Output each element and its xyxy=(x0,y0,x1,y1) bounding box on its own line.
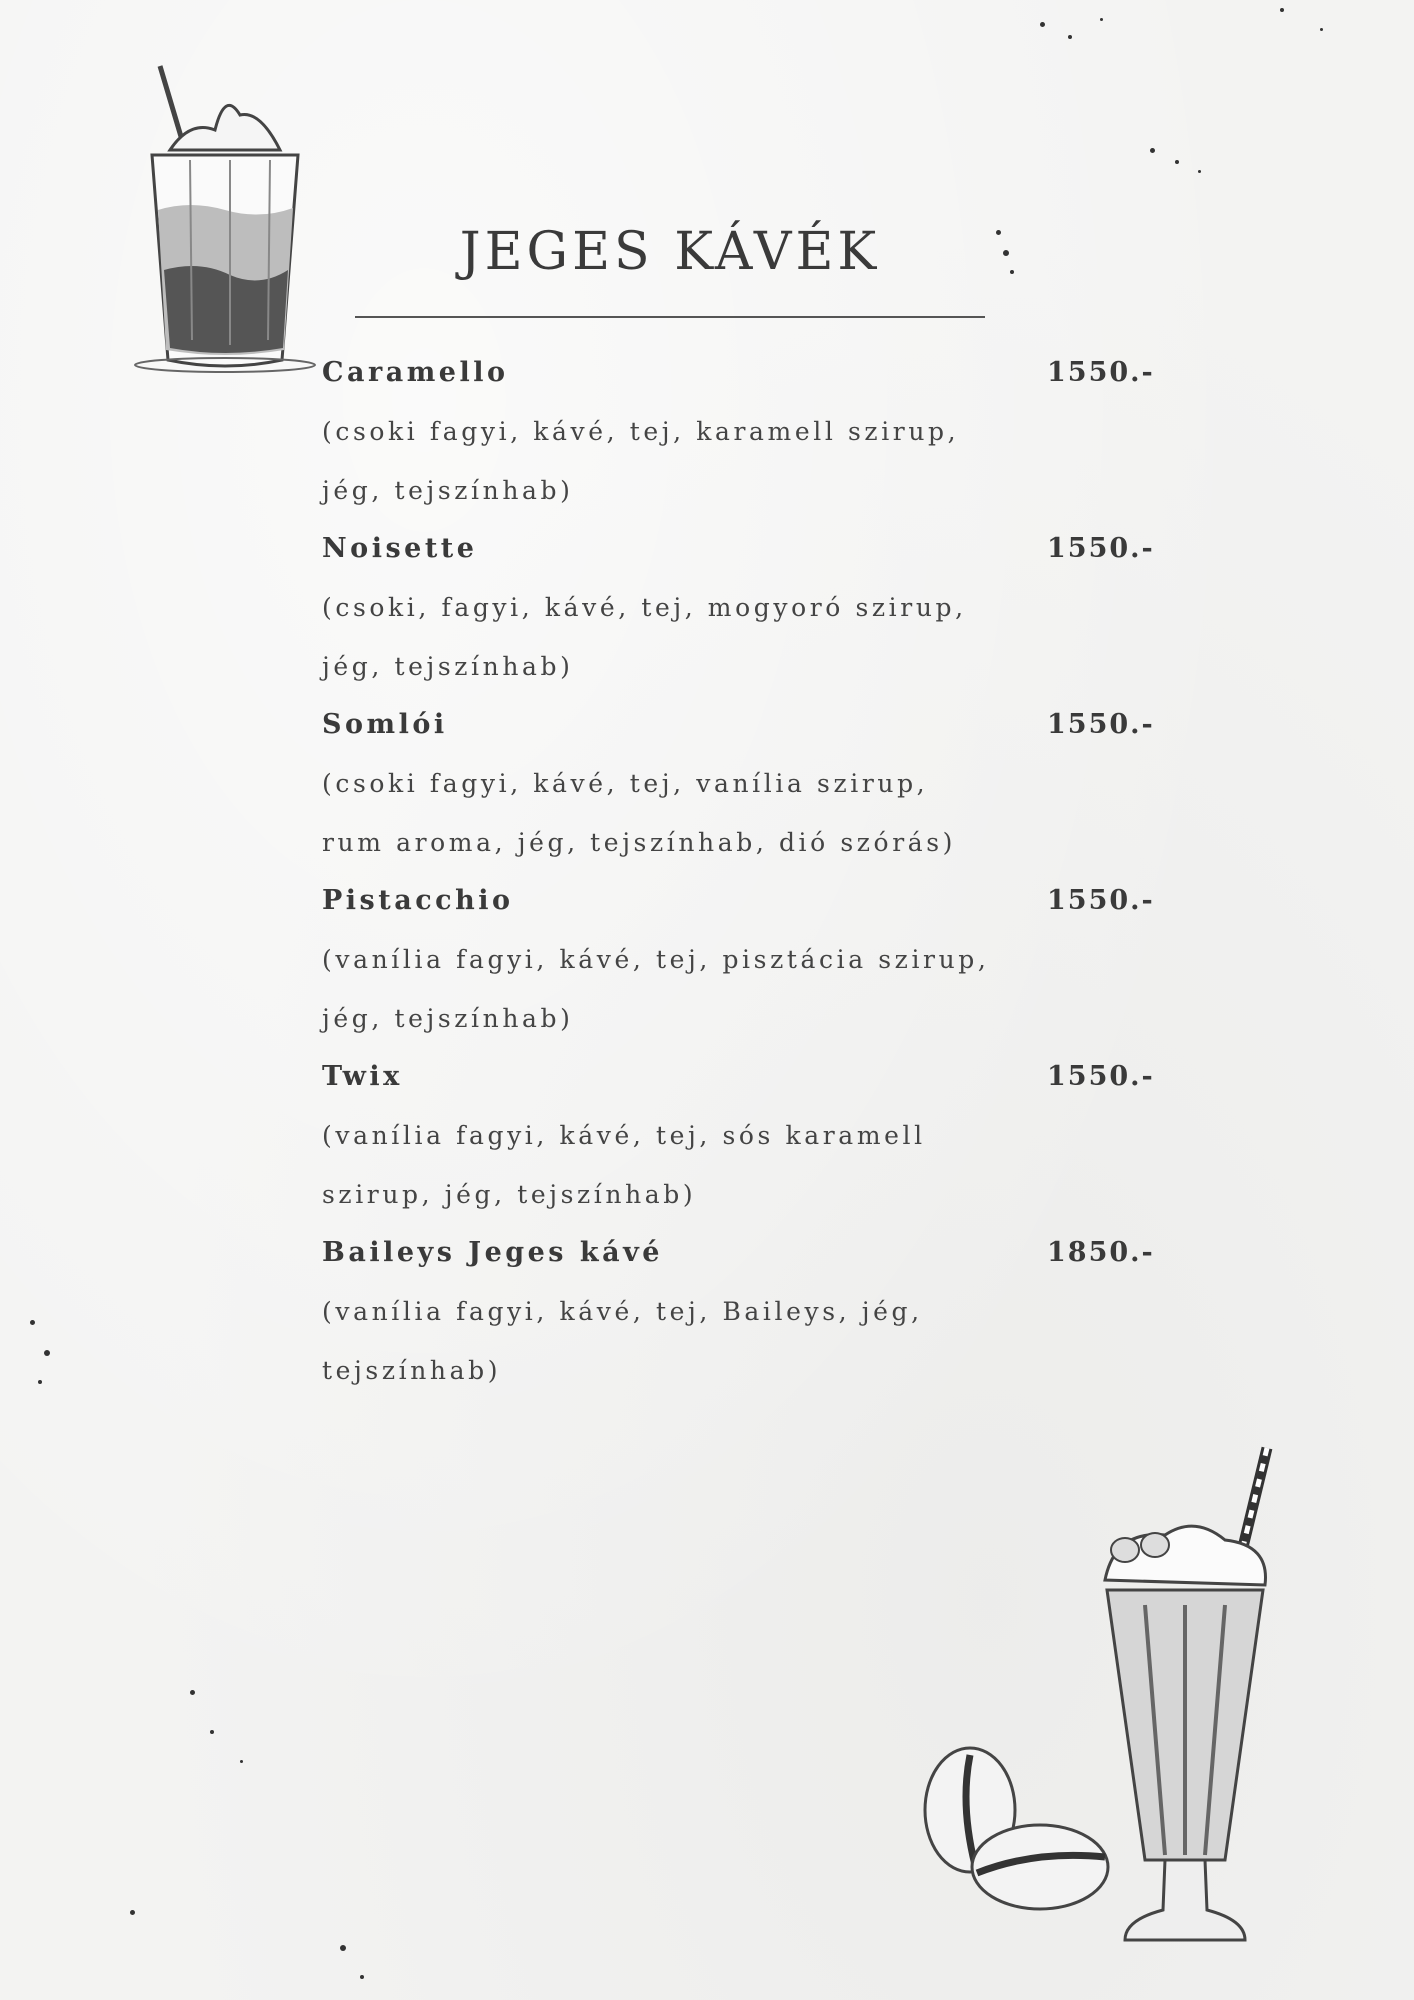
item-price: 1550.- xyxy=(1047,357,1155,388)
milkshake-glass-illustration xyxy=(1085,1440,1285,1960)
item-price: 1850.- xyxy=(1047,1237,1155,1268)
item-name: Pistacchio xyxy=(322,885,514,916)
coffee-beans-illustration xyxy=(915,1745,1115,1925)
item-description xyxy=(322,754,1042,872)
item-description-line: (csoki fagyi, kávé, tej, karamell szirup, xyxy=(322,417,960,446)
item-description xyxy=(322,930,1042,1048)
item-description-line: tejszínhab) xyxy=(322,1356,502,1385)
item-name: Noisette xyxy=(322,533,478,564)
menu-list xyxy=(322,344,1155,1400)
title-divider xyxy=(355,316,985,318)
item-name: Somlói xyxy=(322,709,448,740)
item-name: Baileys Jeges kávé xyxy=(322,1237,663,1268)
item-description-line: (vanília fagyi, kávé, tej, pisztácia szirup, xyxy=(322,945,990,974)
menu-item xyxy=(322,872,1155,1048)
item-description-line: jég, tejszínhab) xyxy=(322,652,574,681)
item-description xyxy=(322,402,1042,520)
item-description-line: jég, tejszínhab) xyxy=(322,1004,574,1033)
item-description-line: rum aroma, jég, tejszínhab, dió szórás) xyxy=(322,828,957,857)
iced-coffee-glass-illustration xyxy=(130,60,330,380)
menu-item xyxy=(322,1048,1155,1224)
item-description-line: (vanília fagyi, kávé, tej, Baileys, jég, xyxy=(322,1297,923,1326)
menu-item xyxy=(322,344,1155,520)
item-description xyxy=(322,578,1042,696)
item-description xyxy=(322,1282,1042,1400)
item-price: 1550.- xyxy=(1047,533,1155,564)
menu-item xyxy=(322,696,1155,872)
item-description-line: (csoki, fagyi, kávé, tej, mogyoró szirup, xyxy=(322,593,967,622)
item-description xyxy=(322,1106,1042,1224)
item-description-line: (vanília fagyi, kávé, tej, sós karamell xyxy=(322,1121,926,1150)
item-name: Twix xyxy=(322,1061,403,1092)
item-price: 1550.- xyxy=(1047,1061,1155,1092)
menu-item xyxy=(322,520,1155,696)
item-description-line: (csoki fagyi, kávé, tej, vanília szirup, xyxy=(322,769,929,798)
item-name: Caramello xyxy=(322,357,509,388)
item-description-line: jég, tejszínhab) xyxy=(322,476,574,505)
page-title: JEGES KÁVÉK xyxy=(459,222,881,282)
item-price: 1550.- xyxy=(1047,709,1155,740)
item-description-line: szirup, jég, tejszínhab) xyxy=(322,1180,697,1209)
item-price: 1550.- xyxy=(1047,885,1155,916)
menu-item xyxy=(322,1224,1155,1400)
